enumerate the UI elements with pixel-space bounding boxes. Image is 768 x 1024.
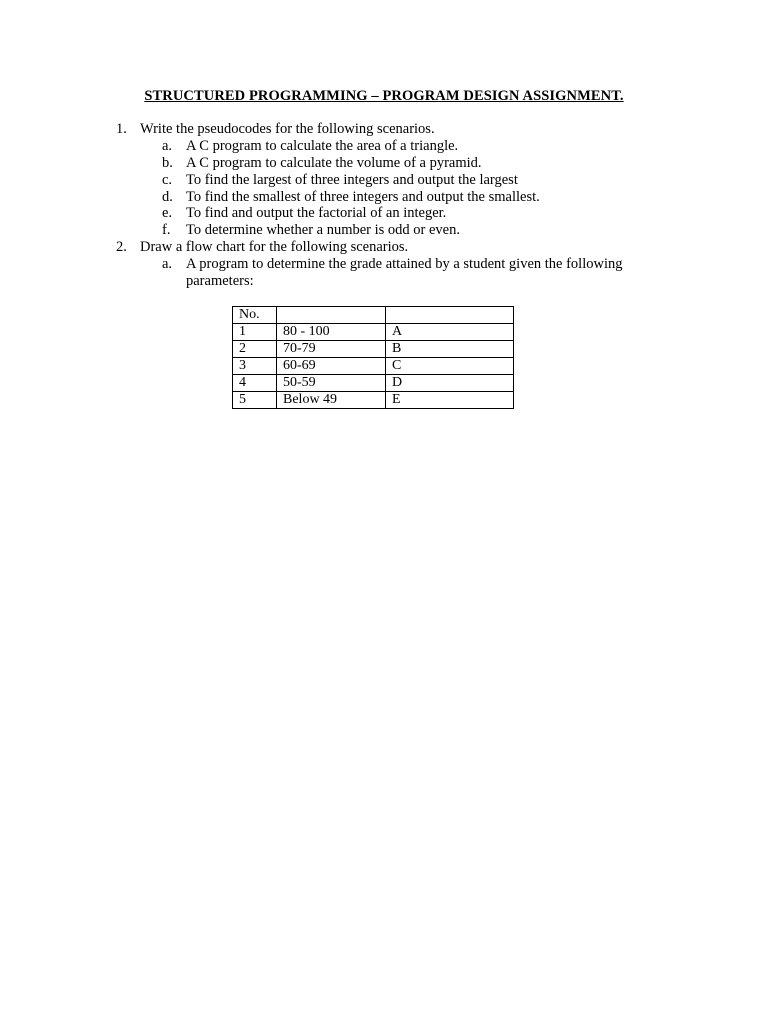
table-cell: 5 (233, 392, 277, 409)
table-cell: 50-59 (277, 375, 386, 392)
table-cell: D (386, 375, 514, 392)
subitem-text: To determine whether a number is odd or even. (186, 222, 460, 238)
subitem-text: To find the smallest of three integers and output the smallest. (186, 189, 540, 205)
table-cell: Below 49 (277, 392, 386, 409)
subitem-text-continuation: parameters: (186, 273, 254, 289)
subitem-letter: e. (162, 205, 173, 221)
table-cell: B (386, 341, 514, 358)
table-cell: 3 (233, 358, 277, 375)
subitem-letter: d. (162, 189, 173, 205)
table-row (233, 375, 514, 392)
subitem-text: To find and output the factorial of an integer. (186, 205, 447, 221)
table-header-cell (386, 307, 514, 324)
table-cell: 80 - 100 (277, 324, 386, 341)
table-header-cell: No. (233, 307, 277, 324)
table-row (233, 358, 514, 375)
document-title: STRUCTURED PROGRAMMING – PROGRAM DESIGN ASSIGNMENT. (144, 88, 624, 104)
table-row (233, 392, 514, 409)
table-cell: 70-79 (277, 341, 386, 358)
table-cell: C (386, 358, 514, 375)
subitem-letter: c. (162, 172, 173, 188)
table-cell: 1 (233, 324, 277, 341)
subitem-letter: a. (162, 256, 173, 272)
subitem-text: To find the largest of three integers and output the largest (186, 172, 518, 188)
subitem-letter: b. (162, 155, 173, 171)
table-header-row (233, 307, 514, 324)
table-cell: E (386, 392, 514, 409)
subitem-letter: a. (162, 138, 173, 154)
subitem-text: A program to determine the grade attained by a student given the following (186, 256, 623, 272)
table-row (233, 324, 514, 341)
subitem-letter: f. (162, 222, 171, 238)
subitem-text: A C program to calculate the volume of a pyramid. (186, 155, 482, 171)
table-row (233, 341, 514, 358)
question-text: Draw a flow chart for the following scenarios. (140, 239, 409, 255)
question-number: 2. (116, 239, 127, 255)
table-cell: 60-69 (277, 358, 386, 375)
subitem-text: A C program to calculate the area of a triangle. (186, 138, 459, 154)
question-text: Write the pseudocodes for the following scenarios. (140, 121, 435, 137)
table-cell: 4 (233, 375, 277, 392)
table-cell: A (386, 324, 514, 341)
grade-table (232, 306, 514, 409)
question-number: 1. (116, 121, 127, 137)
table-cell: 2 (233, 341, 277, 358)
table-header-cell (277, 307, 386, 324)
